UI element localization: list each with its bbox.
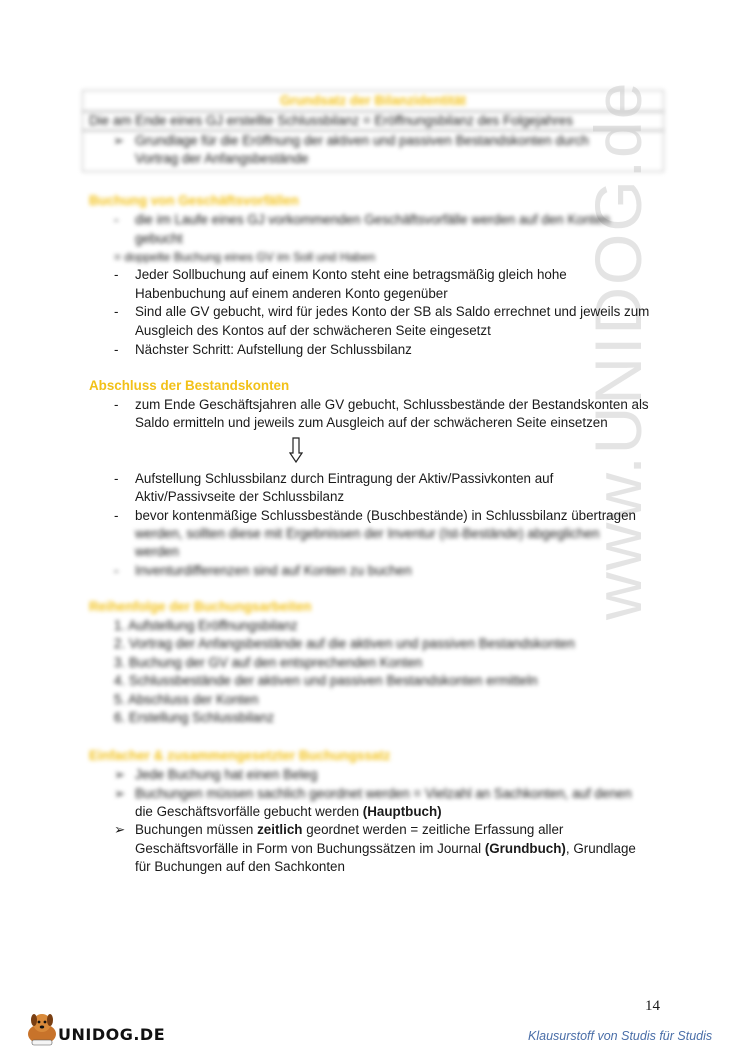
box-title: Grundsatz der Bilanzidentität — [82, 90, 664, 112]
box-note-line1: Grundlage für die Eröffnung der aktiven und passiven Bestandskonten durch — [135, 133, 589, 148]
text-segment: , Grundlage — [565, 841, 636, 856]
arrow-bullet-icon: ➢ — [114, 822, 126, 837]
down-arrow-icon — [289, 437, 303, 463]
text-line: Nächster Schritt: Aufstellung der Schlussbilanz — [135, 342, 412, 357]
arrow-bullet-icon: ➢ — [114, 767, 126, 782]
text-line: Aufstellung Schlussbilanz durch Eintragung der Aktiv/Passivkonten auf — [135, 471, 554, 486]
box-note-line2: Vortrag der Anfangsbestände — [135, 151, 309, 166]
text-line: Habenbuchung auf einem anderen Konto gegenüber — [135, 286, 448, 301]
dash-bullet: - — [114, 397, 119, 412]
dash-bullet: - — [114, 471, 119, 486]
text-line: bevor kontenmäßige Schlussbestände (Buschbestände) in Schlussbilanz übertragen — [135, 508, 636, 523]
text-line: Saldo ermitteln und jeweils zum Ausgleich auf der schwächeren Seite einsetzen — [135, 415, 608, 430]
bold-term: (Hauptbuch) — [362, 804, 442, 819]
section-heading-abschluss: Abschluss der Bestandskonten — [89, 378, 290, 393]
list-item: 2. Vortrag der Anfangsbestände auf die aktiven und passiven Bestandskonten — [114, 636, 575, 651]
bold-term: (Grundbuch) — [484, 841, 566, 856]
text-line — [135, 804, 442, 819]
watermark: www.UNIDOG.de — [581, 80, 655, 620]
dash-bullet: - — [114, 342, 119, 357]
text-line: Sind alle GV gebucht, wird für jedes Konto der SB als Saldo errechnet und jeweils zum — [135, 304, 650, 319]
section-heading-buchung: Buchung von Geschäftsvorfällen — [89, 193, 299, 208]
text-line: für Buchungen auf den Sachkonten — [135, 859, 345, 874]
dash-bullet: - — [114, 304, 119, 319]
text-line: die im Laufe eines GJ vorkommenden Geschäftsvorfälle werden auf den Konten — [135, 212, 610, 227]
text-line — [135, 841, 636, 856]
text-line: Buchungen müssen sachlich geordnet werden = Vielzahl an Sachkonten, auf denen — [135, 786, 632, 801]
text-line: Jede Buchung hat einen Beleg — [135, 767, 318, 782]
list-item: 4. Schlussbestände der aktiven und passiven Bestandskonten ermitteln — [114, 673, 538, 688]
text-line: werden — [135, 544, 179, 559]
box-note — [82, 130, 664, 172]
text-segment: Geschäftsvorfälle in Form von Buchungssätzen im Journal — [135, 841, 485, 856]
text-line: = doppelte Buchung eines GV im Soll und Haben — [114, 250, 376, 264]
text-line: gebucht — [135, 231, 183, 246]
list-item: 6. Erstellung Schlussbilanz — [114, 710, 275, 725]
dash-bullet: - — [114, 563, 119, 578]
list-item: 5. Abschluss der Konten — [114, 692, 259, 707]
list-item: 1. Aufstellung Eröffnungsbilanz — [114, 618, 298, 633]
text-segment: Buchungen müssen — [135, 822, 258, 837]
text-segment: geordnet werden = zeitliche Erfassung aller — [302, 822, 564, 837]
text-line: Ausgleich des Kontos auf der schwächeren Seite eingesetzt — [135, 323, 491, 338]
bold-term: zeitlich — [257, 822, 303, 837]
unidog-logo — [22, 1010, 166, 1050]
section-heading-reihenfolge: Reihenfolge der Buchungsarbeiten — [89, 599, 312, 614]
text-line — [135, 822, 563, 837]
footer-slogan: Klausurstoff von Studis für Studis — [528, 1029, 713, 1043]
text-line: werden, sollten diese mit Ergebnissen der Inventur (Ist-Bestände) abgeglichen — [135, 526, 600, 541]
text-line: zum Ende Geschäftsjahren alle GV gebucht, Schlussbestände der Bestandskonten als — [135, 397, 649, 412]
text-line: Jeder Sollbuchung auf einem Konto steht eine betragsmäßig gleich hohe — [135, 267, 567, 282]
list-item: 3. Buchung der GV auf den entsprechenden Konten — [114, 655, 423, 670]
text-segment: die Geschäftsvorfälle gebucht werden — [135, 804, 363, 819]
page-number: 14 — [645, 998, 660, 1014]
text-line: Inventurdifferenzen sind auf Konten zu buchen — [135, 563, 412, 578]
dash-bullet: - — [114, 212, 119, 227]
arrow-bullet-icon: ➢ — [114, 786, 126, 801]
box-statement: Die am Ende eines GJ erstellte Schlussbilanz = Eröffnungsbilanz des Folgejahres — [82, 111, 664, 131]
text-line: Aktiv/Passivseite der Schlussbilanz — [135, 489, 345, 504]
arrow-bullet-icon: ➢ — [113, 133, 125, 148]
section-heading-buchungssatz: Einfacher & zusammengesetzter Buchungssatz — [89, 748, 391, 763]
dash-bullet: - — [114, 508, 119, 523]
logo-text: UNIDOG.DE — [58, 1025, 166, 1044]
dog-icon — [22, 1010, 62, 1046]
dash-bullet: - — [114, 267, 119, 282]
